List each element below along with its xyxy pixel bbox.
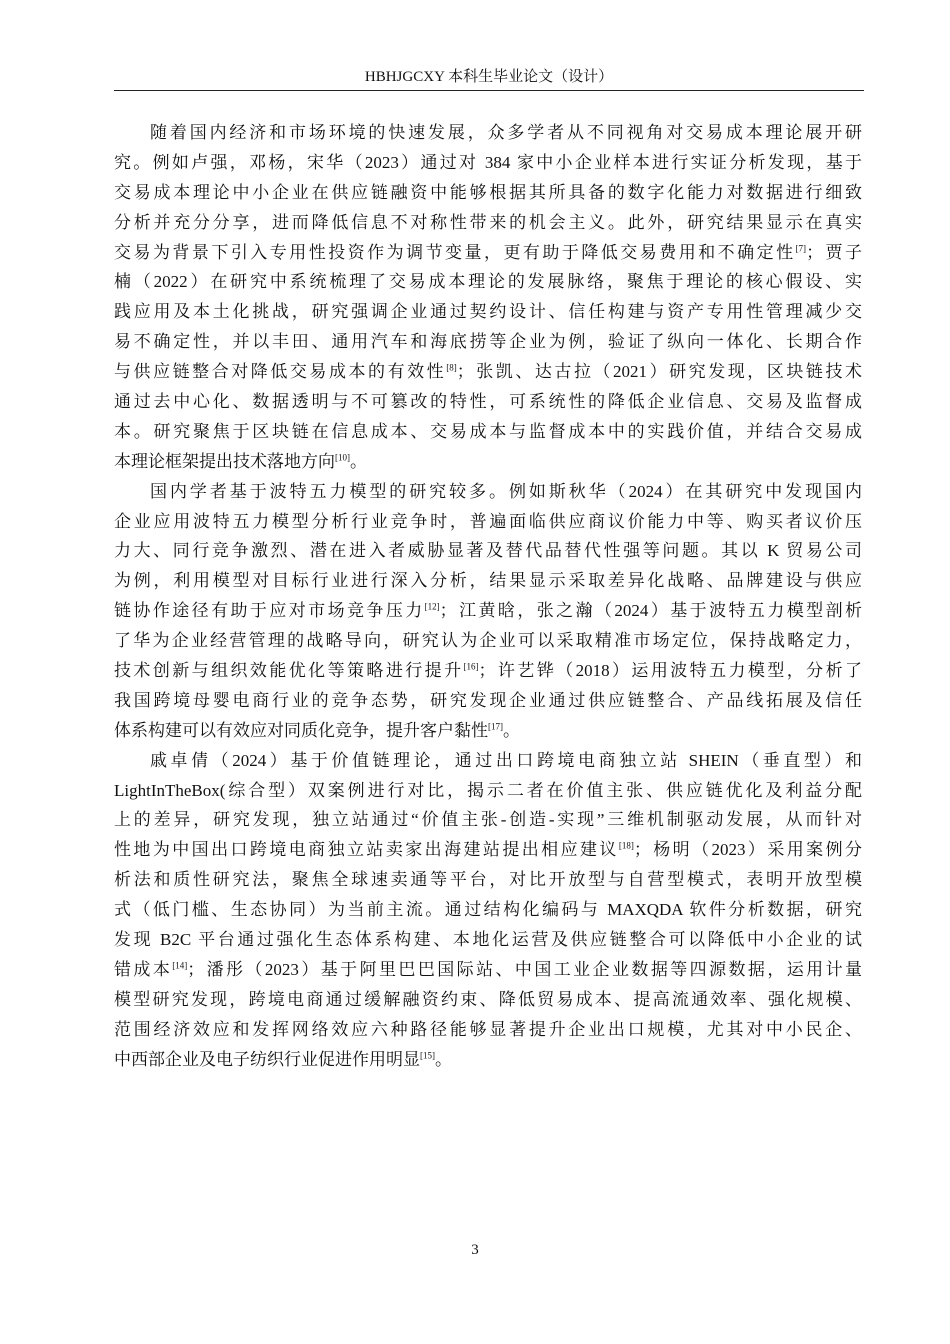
citation-marker: [8] xyxy=(446,362,457,373)
text-line: 易不确定性，并以丰田、通用汽车和海底捞等企业为例，验证了纵向一体化、长期合作 xyxy=(114,332,862,352)
citation-marker: [16] xyxy=(463,661,479,672)
paragraph xyxy=(114,746,862,1075)
text-line: 通过去中心化、数据透明与不可篡改的特性，可系统性的降低企业信息、交易及监督成 xyxy=(114,392,862,412)
line-text: 错成本 xyxy=(114,959,173,979)
text-line: 上的差异，研究发现，独立站通过“价值主张-创造-实现”三维机制驱动发展，从而针对 xyxy=(114,810,862,830)
citation-marker: [17] xyxy=(488,721,503,732)
text-line xyxy=(114,357,862,387)
line-text-tail: ；贾子 xyxy=(806,242,863,262)
text-line xyxy=(114,238,862,268)
line-text-tail: 。 xyxy=(435,1049,452,1069)
text-line: 了华为企业经营管理的战略导向，研究认为企业可以采取精准市场定位，保持战略定力， xyxy=(114,631,862,651)
text-line: 模型研究发现，跨境电商通过缓解融资约束、降低贸易成本、提高流通效率、强化规模、 xyxy=(114,989,862,1009)
line-text: 技术创新与组织效能优化等策略进行提升 xyxy=(114,661,464,681)
line-text-tail: 。 xyxy=(503,720,520,740)
citation-marker: [18] xyxy=(618,840,634,851)
paragraph xyxy=(114,477,862,746)
body-text xyxy=(114,118,862,1075)
line-text: 与供应链整合对降低交易成本的有效性 xyxy=(114,362,447,382)
line-text: 链协作途径有助于应对市场竞争压力 xyxy=(114,601,425,621)
text-line: 式（低门槛、生态协同）为当前主流。通过结构化编码与 MAXQDA 软件分析数据，研究 xyxy=(114,900,862,920)
line-text: 体系构建可以有效应对同质化竞争，提升客户黏性 xyxy=(114,720,488,740)
citation-marker: [15] xyxy=(420,1049,435,1060)
line-text-tail: ；许艺铧（2018）运用波特五力模型，分析了 xyxy=(478,661,862,681)
page-number: 3 xyxy=(471,1242,479,1258)
citation-marker: [14] xyxy=(172,960,188,971)
text-line: 楠（2022）在研究中系统梳理了交易成本理论的发展脉络，聚焦于理论的核心假设、实 xyxy=(114,272,862,292)
text-line: 为例，利用模型对目标行业进行深入分析，结果显示采取差异化战略、品牌建设与供应 xyxy=(114,571,862,591)
text-line: 国内学者基于波特五力模型的研究较多。例如斯秋华（2024）在其研究中发现国内 xyxy=(150,481,862,501)
text-line xyxy=(114,447,862,477)
line-text: 本理论框架提出技术落地方向 xyxy=(114,451,335,471)
text-line: 我国跨境母婴电商行业的竞争态势，研究发现企业通过供应链整合、产品线拓展及信任 xyxy=(114,690,862,710)
line-text-tail: ；潘彤（2023）基于阿里巴巴国际站、中国工业企业数据等四源数据，运用计量 xyxy=(187,959,862,979)
text-line xyxy=(114,1045,862,1075)
text-line: 究。例如卢强，邓杨，宋华（2023）通过对 384 家中小企业样本进行实证分析发现，基于 xyxy=(114,152,862,172)
text-line: 本。研究聚焦于区块链在信息成本、交易成本与监督成本中的实践价值，并结合交易成 xyxy=(114,421,862,441)
text-line xyxy=(114,955,862,985)
text-line xyxy=(114,835,862,865)
line-text-tail: ；张凯、达古拉（2021）研究发现，区块链技术 xyxy=(456,362,863,382)
text-line: 随着国内经济和市场环境的快速发展，众多学者从不同视角对交易成本理论展开研 xyxy=(150,123,862,142)
text-line: 发现 B2C 平台通过强化生态体系构建、本地化运营及供应链整合可以降低中小企业的试 xyxy=(114,930,862,950)
citation-marker: [10] xyxy=(335,452,350,463)
line-text-tail: ；江黄晗，张之瀚（2024）基于波特五力模型剖析 xyxy=(439,601,863,621)
text-line: 范围经济效应和发挥网络效应六种路径能够显著提升企业出口规模，尤其对中小民企、 xyxy=(114,1019,862,1039)
text-line: 交易成本理论中小企业在供应链融资中能够根据其所具备的数字化能力对数据进行细致 xyxy=(114,182,862,202)
line-text: 交易为背景下引入专用性投资作为调节变量，更有助于降低交易费用和不确定性 xyxy=(114,242,796,262)
text-line: 践应用及本土化挑战，研究强调企业通过契约设计、信任构建与资产专用性管理减少交 xyxy=(114,302,862,322)
line-text: 中西部企业及电子纺织行业促进作用明显 xyxy=(114,1049,420,1069)
line-text-tail: 。 xyxy=(350,451,367,471)
text-line xyxy=(114,716,862,746)
text-line xyxy=(114,656,862,686)
line-text-tail: ；杨明（2023）采用案例分 xyxy=(633,840,863,860)
paragraph xyxy=(114,118,862,477)
text-line: 企业应用波特五力模型分析行业竞争时，普遍面临供应商议价能力中等、购买者议价压 xyxy=(114,511,862,531)
running-header: HBHJGCXY 本科生毕业论文（设计） xyxy=(364,69,614,85)
citation-marker: [12] xyxy=(424,601,440,612)
text-line: 分析并充分分享，进而降低信息不对称性带来的机会主义。此外，研究结果显示在真实 xyxy=(114,212,862,232)
header-rule xyxy=(114,90,864,91)
text-line: 戚卓倩（2024）基于价值链理论，通过出口跨境电商独立站 SHEIN（垂直型）和 xyxy=(150,750,862,770)
text-line: 力大、同行竞争激烈、潜在进入者威胁显著及替代品替代性强等问题。其以 K 贸易公司 xyxy=(114,541,862,561)
text-line xyxy=(114,596,862,626)
text-line: LightInTheBox(综合型）双案例进行对比，揭示二者在价值主张、供应链优化及利益分配 xyxy=(114,780,862,800)
text-line: 析法和质性研究法，聚焦全球速卖通等平台，对比开放型与自营型模式，表明开放型模 xyxy=(114,870,862,890)
citation-marker: [7] xyxy=(795,242,807,253)
line-text: 性地为中国出口跨境电商独立站卖家出海建站提出相应建议 xyxy=(114,840,619,860)
